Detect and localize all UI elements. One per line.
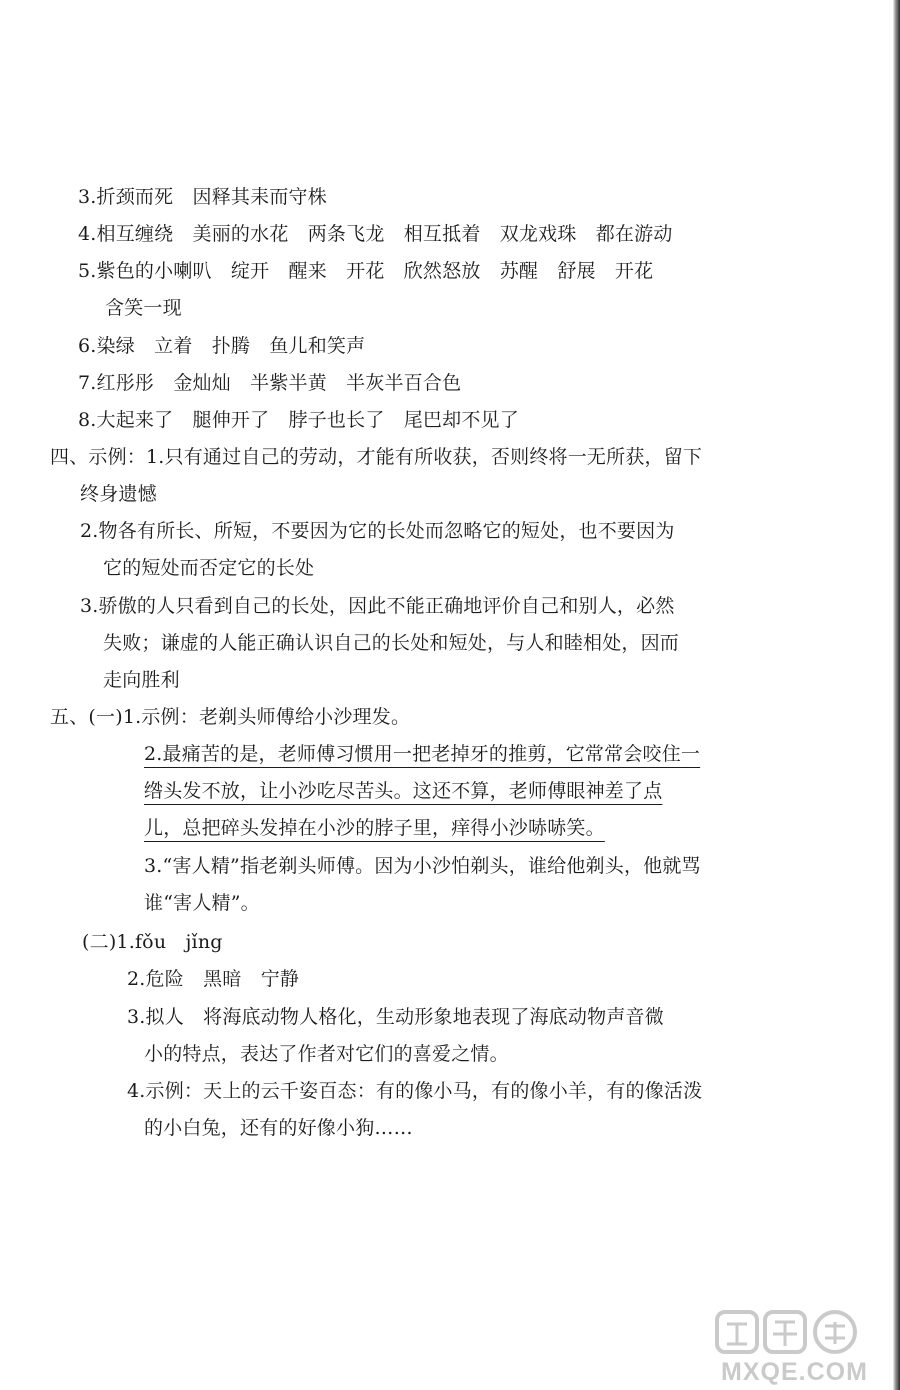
section-5-1-line-2: 2.最痛苦的是，老师傅习惯用一把老掉牙的推剪，它常常会咬住一 xyxy=(144,743,701,765)
section-5-2-line-1: (二)1.fǒu jǐng xyxy=(82,931,223,953)
page-edge-shadow xyxy=(893,0,900,1390)
section-4-line-3-cont2: 走向胜利 xyxy=(103,669,180,691)
section-5-2-line-3: 3.拟人 将海底动物人格化，生动形象地表现了海底动物声音微 xyxy=(127,1006,664,1028)
section-5-1-line-2-cont: 绺头发不放，让小沙吃尽苦头。这还不算，老师傅眼神差了点 xyxy=(144,780,663,802)
watermark-text: MXQE.COM xyxy=(721,1358,868,1386)
answer-line-3-7: 7.红彤彤 金灿灿 半紫半黄 半灰半百合色 xyxy=(78,372,462,394)
section-4-line-3-cont: 失败；谦虚的人能正确认识自己的长处和短处，与人和睦相处，因而 xyxy=(103,632,680,654)
section-5-1-line-2-cont2: 儿，总把碎头发掉在小沙的脖子里，痒得小沙哧哧笑。 xyxy=(144,817,605,839)
answer-line-3-6: 6.染绿 立着 扑腾 鱼儿和笑声 xyxy=(78,335,366,357)
section-4-line-1-cont: 终身遗憾 xyxy=(80,483,157,505)
section-5-2-line-2: 2.危险 黑暗 宁静 xyxy=(127,968,300,990)
section-5-1-line-3-cont: 谁“害人精”。 xyxy=(144,892,260,914)
watermark-emblem-icon xyxy=(713,1308,888,1358)
answer-line-3-5-cont: 含笑一现 xyxy=(105,297,182,319)
section-4-line-2: 2.物各有所长、所短，不要因为它的长处而忽略它的短处，也不要因为 xyxy=(80,520,675,542)
answer-line-3-4: 4.相互缠绕 美丽的水花 两条飞龙 相互抵着 双龙戏珠 都在游动 xyxy=(78,223,673,245)
section-5-2-line-3-cont: 小的特点，表达了作者对它们的喜爱之情。 xyxy=(144,1043,509,1065)
section-5-1-line-3: 3.“害人精”指老剃头师傅。因为小沙怕剃头，谁给他剃头，他就骂 xyxy=(144,855,701,877)
section-4-line-2-cont: 它的短处而否定它的长处 xyxy=(103,557,315,579)
answer-line-3-5: 5.紫色的小喇叭 绽开 醒来 开花 欣然怒放 苏醒 舒展 开花 xyxy=(78,260,654,282)
answer-line-3-8: 8.大起来了 腿伸开了 脖子也长了 尾巴却不见了 xyxy=(78,409,519,431)
answer-line-3-3: 3.折颈而死 因释其耒而守株 xyxy=(78,186,327,208)
section-5-2-line-4-cont: 的小白兔，还有的好像小狗…… xyxy=(144,1117,413,1139)
section-5-1-line-1: 五、(一)1.示例：老剃头师傅给小沙理发。 xyxy=(50,706,411,728)
section-4-line-1: 四、示例：1.只有通过自己的劳动，才能有所收获，否则终将一无所获，留下 xyxy=(50,446,703,468)
section-5-2-line-4: 4.示例：天上的云千姿百态：有的像小马，有的像小羊，有的像活泼 xyxy=(127,1080,703,1102)
watermark-logo xyxy=(713,1308,888,1386)
section-4-line-3: 3.骄傲的人只看到自己的长处，因此不能正确地评价自己和别人，必然 xyxy=(80,595,675,617)
